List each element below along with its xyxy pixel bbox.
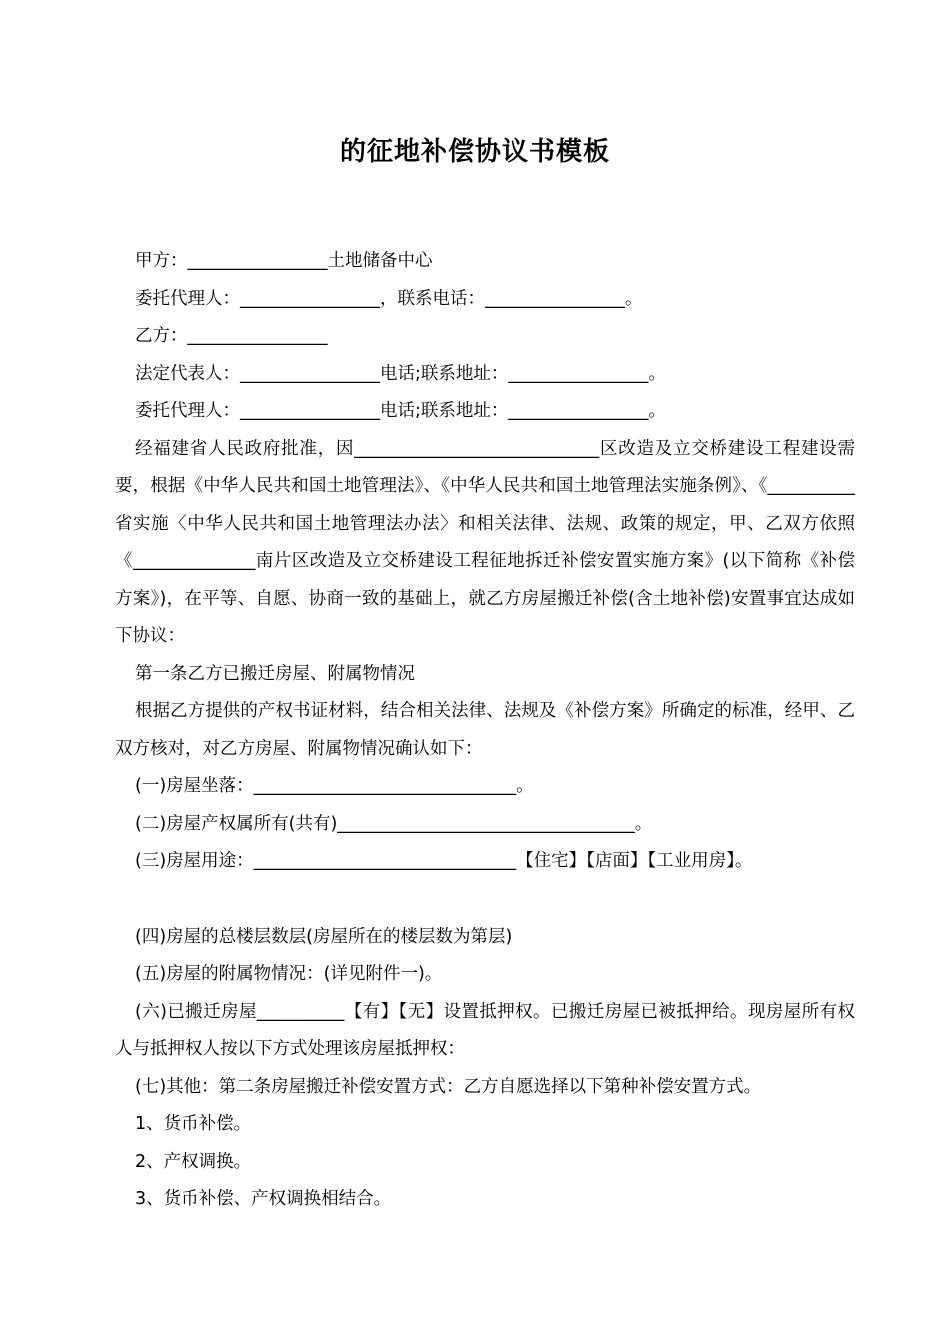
agent-a-line: 委托代理人：________________，联系电话：________________。 <box>135 288 643 309</box>
item-6-mortgage-paragraph: (六)已搬迁房屋__________【有】【无】设置抵押权。已搬迁房屋已被抵押给。现房屋所有权人与抵押权人按以下方式处理该房屋抵押权： <box>115 1001 855 1059</box>
item-3-usage: (三)房屋用途：______________________________【住宅】【店面】【工业用房】。 <box>135 851 753 871</box>
party-b-line: 乙方：________________ <box>135 326 328 346</box>
agent-b-line: 委托代理人：________________电话;联系地址：________________。 <box>135 401 666 421</box>
preamble-paragraph: 经福建省人民政府批准，因____________________________区改造及立交桥建设工程建设需要，根据《中华人民共和国土地管理法》、《中华人民共和国土地管理法实施条例》、《__________省实施〈中华人民共和国土地管理法办法〉和相关法律、法规、政策的规定，甲、乙双方依照《______________南片区改造及立交桥建设工程征地拆迁补偿安置实施方案》(以下简称《补偿方案》)，在平等、自愿、协商一致的基础上，就乙方房屋搬迁补偿(含土地补偿)安置事宜达成如下协议： <box>115 438 855 646</box>
item-1-location: (一)房屋坐落：______________________________。 <box>135 776 534 796</box>
article1-title: 第一条乙方已搬迁房屋、附属物情况 <box>135 663 415 684</box>
blank-gap <box>115 881 855 919</box>
option-2-property-exchange: 2、产权调换。 <box>135 1151 252 1172</box>
option-3-combined: 3、货币补偿、产权调换相结合。 <box>135 1189 392 1209</box>
item-7-other: (七)其他：第二条房屋搬迁补偿安置方式：乙方自愿选择以下第种补偿安置方式。 <box>135 1076 762 1097</box>
item-4-floors: (四)房屋的总楼层数层(房屋所在的楼层数为第层) <box>135 926 513 947</box>
document-title: 的征地补偿协议书模板 <box>339 137 610 167</box>
legal-rep-line: 法定代表人：________________电话;联系地址：________________。 <box>135 363 666 384</box>
item-2-ownership: (二)房屋产权属所有(共有)__________________________________。 <box>135 813 653 834</box>
party-a-line: 甲方：________________土地储备中心 <box>135 251 433 271</box>
article1-intro-paragraph: 根据乙方提供的产权书证材料，结合相关法律、法规及《补偿方案》所确定的标准，经甲、乙双方核对，对乙方房屋、附属物情况确认如下： <box>115 701 855 759</box>
item-5-attachments: (五)房屋的附属物情况：(详见附件一)。 <box>135 964 443 984</box>
option-1-monetary: 1、货币补偿。 <box>135 1114 252 1134</box>
document-body <box>115 243 855 1219</box>
